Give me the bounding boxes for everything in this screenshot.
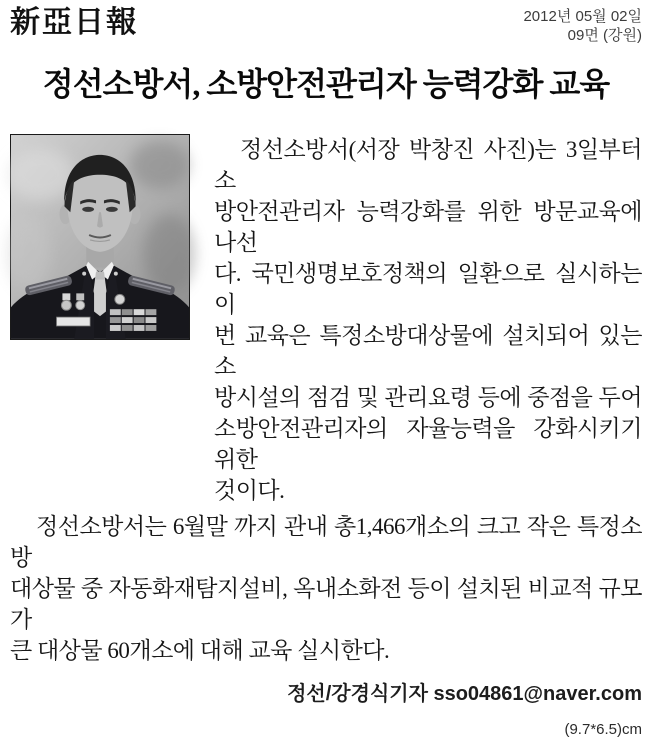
article-column [214,134,642,506]
body-line: 번 교육은 특정소방대상물에 설치되어 있는 소 [214,323,642,379]
page-info: 09면 (강원) [567,27,642,44]
reporter-byline: 정선/강경식기자 sso04861@naver.com [287,683,642,705]
article-top-section [10,134,642,506]
date-block [523,6,642,45]
portrait-photo-image [11,135,189,339]
article-headline: 정선소방서, 소방안전관리자 능력강화 교육 [42,66,610,102]
body-line: 소방안전관리자의 자율능력을 강화시키기 위한 [214,416,642,472]
body-line: 큰 대상물 60개소에 대해 교육 실시한다. [10,638,390,663]
masthead [10,6,642,45]
clipping-size-note: (9.7*6.5)cm [564,721,642,738]
body-line: 정선소방서(서장 박창진 사진)는 3일부터 소 [214,137,642,193]
body-line: 다. 국민생명보호정책의 일환으로 실시하는 이 [214,261,642,317]
publication-date: 2012년 05월 02일 [523,8,642,25]
article-bottom-section [10,511,642,666]
article-body [10,134,642,666]
body-line: 것이다. [214,478,285,503]
portrait-photo [10,134,190,340]
body-line: 방시설의 점검 및 관리요령 등에 중점을 두어 [214,385,642,410]
body-line: 정선소방서는 6월말 까지 관내 총1,466개소의 크고 작은 특정소방 [10,514,642,570]
newspaper-logo: 新亞日報 [10,6,138,39]
body-line: 대상물 중 자동화재탐지설비, 옥내소화전 등이 설치된 비교적 규모가 [10,576,642,632]
body-line: 방안전관리자 능력강화를 위한 방문교육에 나선 [214,199,642,255]
